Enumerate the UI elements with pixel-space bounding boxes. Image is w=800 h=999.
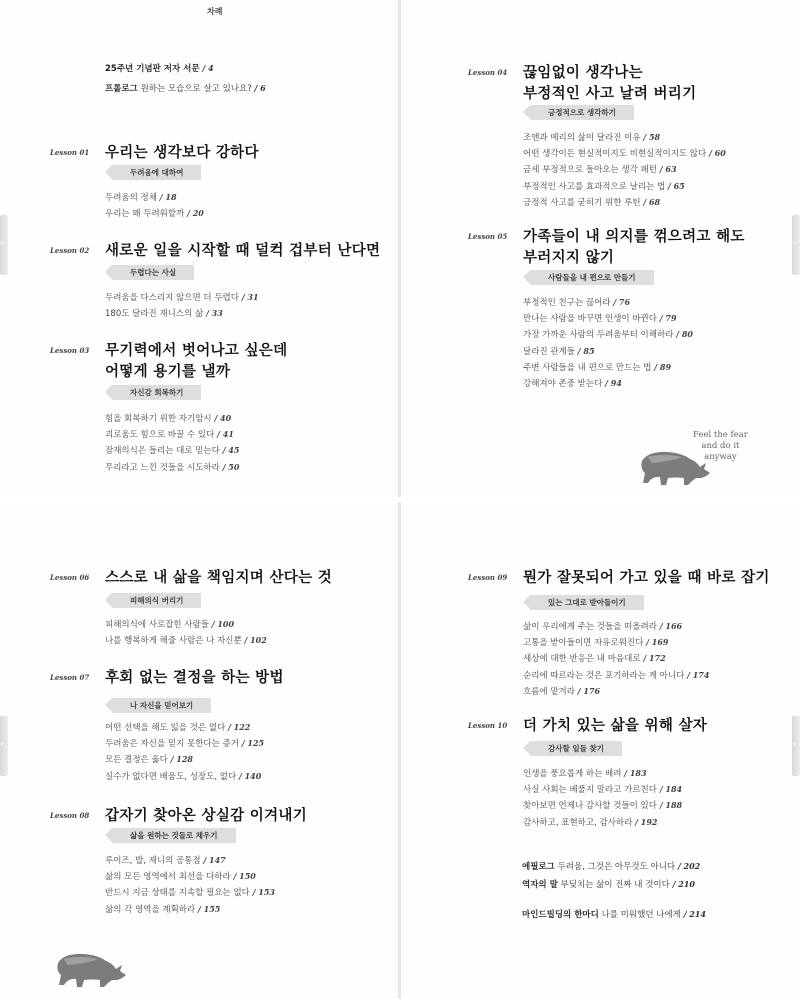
toc-entry[interactable] — [523, 619, 709, 635]
toc-entry[interactable] — [523, 179, 726, 195]
chevron-left-icon: ‹ — [0, 239, 4, 249]
toc-entry[interactable] — [523, 815, 682, 831]
lesson-tag: 긍정적으로 생각하기 — [530, 105, 634, 120]
entry-title: 순리에 따르라는 것은 포기하라는 게 아니다 — [523, 670, 685, 681]
next-page-button[interactable] — [792, 716, 800, 776]
entry-title: 모든 결정은 옳다 — [105, 755, 168, 766]
page-number: / 20 — [187, 208, 204, 219]
page-number: / 33 — [205, 308, 223, 319]
entry-title: 감사하고, 표현하고, 감사하라 — [523, 817, 633, 828]
lesson-number: Lesson 06 — [50, 573, 90, 582]
rhino-illustration — [638, 447, 712, 487]
entry-title: 무리라고 느낀 것들을 시도하라 — [105, 462, 220, 473]
page-number: / 122 — [227, 722, 251, 732]
lesson-number: Lesson 05 — [468, 232, 508, 241]
front-matter-item[interactable] — [105, 82, 266, 94]
back-matter-item[interactable] — [522, 878, 695, 890]
back-text: 두려움, 그것은 아무것도 아니다 — [557, 862, 676, 872]
lesson-title[interactable]: 더 가치 있는 삶을 위해 살자 — [523, 718, 708, 734]
toc-entry[interactable] — [105, 902, 275, 918]
page-number: / 4 — [202, 63, 214, 73]
page-number: / 45 — [222, 445, 240, 456]
page-number: / 41 — [217, 429, 234, 440]
entry-title: 피해의식에 사로잡힌 사람들 — [105, 620, 209, 630]
lesson-tag: 두려움에 대하여 — [112, 165, 201, 180]
lesson-title[interactable]: 뭔가 잘못되어 가고 있을 때 바로 잡기 — [523, 570, 770, 586]
entry-title: 사실 사회는 베풀지 말라고 가르친다 — [523, 785, 657, 796]
lesson-items — [523, 295, 693, 392]
lesson-items — [105, 411, 239, 476]
page-number: / 125 — [241, 738, 265, 749]
entry-title: 괴로움도 힘으로 바꿀 수 있다 — [105, 430, 215, 441]
toc-entry[interactable] — [105, 633, 267, 649]
back-matter-item[interactable] — [522, 908, 706, 920]
entry-title: 삶이 우리에게 주는 것들을 떠올려라 — [523, 622, 657, 632]
page-number: / 147 — [203, 855, 226, 865]
entry-title: 실수가 없다면 배움도, 성장도, 없다 — [105, 771, 237, 782]
lesson-items — [105, 190, 204, 222]
motto-text: Feel the fear and do it anyway — [693, 430, 748, 462]
toc-entry[interactable] — [523, 311, 693, 327]
lesson-tag: 두렵다는 사실 — [112, 265, 194, 280]
entry-title: 긍정적 사고를 굳히기 위한 루틴 — [523, 197, 641, 208]
page-number: / 76 — [613, 297, 631, 307]
toc-entry[interactable] — [523, 295, 693, 311]
lesson-title[interactable]: 끊임없이 생각나는 부정적인 사고 날려 버리기 — [523, 65, 697, 102]
rhino-illustration — [54, 948, 128, 990]
toc-entry[interactable] — [105, 617, 267, 633]
page-number: / 94 — [605, 378, 622, 389]
toc-entry[interactable] — [105, 853, 275, 869]
toc-entry[interactable] — [523, 651, 709, 667]
page-number: / 128 — [170, 754, 193, 765]
toc-entry[interactable] — [105, 427, 239, 443]
page-number: / 214 — [683, 909, 706, 919]
page-number: / 18 — [159, 192, 177, 202]
entry-title: 힘을 회복하기 위한 자기암시 — [105, 414, 212, 424]
lesson-number: Lesson 03 — [50, 346, 90, 355]
chevron-right-icon: › — [793, 740, 797, 750]
lesson-items — [523, 766, 682, 831]
lesson-items — [105, 290, 259, 322]
page-number: / 176 — [577, 685, 601, 696]
page-number: / 166 — [659, 621, 683, 631]
page-number: / 63 — [659, 164, 677, 175]
lesson-number: Lesson 04 — [468, 68, 508, 77]
toc-entry[interactable] — [523, 635, 709, 651]
entry-title: 인생을 풍요롭게 하는 배려 — [523, 769, 622, 779]
page-number: / 155 — [197, 903, 221, 914]
toc-entry[interactable] — [105, 885, 275, 901]
entry-title: 루이즈, 밥, 제니의 공통점 — [105, 856, 201, 866]
entry-title: 180도 달라진 재니스의 삶 — [105, 309, 204, 320]
lesson-tag: 사람들을 내 편으로 만들기 — [530, 270, 654, 285]
toc-entry[interactable] — [105, 869, 275, 885]
toc-entry[interactable] — [105, 190, 204, 206]
lesson-tag: 삶을 원하는 것들로 채우기 — [112, 828, 236, 843]
entry-title: 주변 사람들을 내 편으로 만드는 법 — [523, 362, 652, 373]
entry-title: 흐름에 맡겨라 — [523, 686, 575, 697]
toc-entry[interactable] — [523, 668, 709, 684]
front-matter-item[interactable] — [105, 62, 214, 74]
page-number: / 65 — [667, 180, 685, 191]
lesson-number: Lesson 02 — [50, 246, 90, 255]
back-matter-item[interactable] — [522, 860, 700, 872]
page-number: / 68 — [643, 196, 661, 207]
toc-entry[interactable] — [105, 411, 239, 427]
entry-title: 강해져야 존중 받는다 — [523, 379, 603, 390]
entry-title: 가장 가까운 사람의 두려움부터 이해하라 — [523, 330, 674, 341]
lesson-tag: 피해의식 버리기 — [112, 593, 201, 608]
entry-title: 두려움은 자신을 믿지 못한다는 증거 — [105, 739, 239, 750]
toc-entry[interactable] — [105, 443, 239, 459]
entry-title: 잠재의식은 들리는 대로 믿는다 — [105, 446, 220, 457]
next-page-button[interactable] — [792, 215, 800, 275]
back-label: 역자의 말 — [522, 880, 558, 890]
page-number: / 40 — [214, 413, 232, 423]
toc-entry[interactable] — [523, 766, 682, 782]
entry-title: 금세 부정적으로 돌아오는 생각 패턴 — [523, 165, 657, 176]
toc-entry[interactable] — [523, 360, 693, 376]
page-divider — [398, 0, 401, 497]
entry-title: 두려움을 다스리지 않으면 더 두렵다 — [105, 293, 239, 303]
page-number: / 31 — [241, 292, 259, 302]
lesson-items — [105, 853, 275, 918]
page-number: / 183 — [624, 768, 647, 778]
toc-entry[interactable] — [523, 146, 726, 162]
lesson-items — [105, 617, 267, 649]
entry-title: 두려움의 정체 — [105, 193, 157, 203]
page-number: / 50 — [222, 461, 240, 472]
page-number: / 153 — [252, 887, 275, 898]
lesson-items — [105, 720, 264, 785]
page-number: / 172 — [643, 653, 666, 664]
entry-title: 어떤 선택을 해도 잃을 것은 없다 — [105, 723, 226, 733]
toc-entry[interactable] — [105, 460, 239, 476]
toc-entry[interactable] — [105, 769, 264, 785]
page-number: / 150 — [233, 871, 256, 882]
lesson-title[interactable]: 스스로 내 삶을 책임지며 산다는 것 — [105, 570, 333, 586]
front-label: 프롤로그 — [105, 84, 138, 94]
entry-title: 삶의 각 영역을 계획하라 — [105, 904, 196, 915]
page-number: / 58 — [643, 132, 661, 142]
entry-title: 우리는 왜 두려워할까 — [105, 209, 185, 220]
toc-entry[interactable] — [105, 736, 264, 752]
lesson-tag: 자신감 회복하기 — [112, 385, 201, 400]
entry-title: 찾아보면 언제나 감사할 것들이 있다 — [523, 801, 657, 812]
lesson-tag: 있는 그대로 받아들이기 — [530, 595, 644, 610]
page-number: / 169 — [646, 637, 669, 648]
entry-title: 달라진 관계들 — [523, 346, 575, 357]
entry-title: 삶의 모든 영역에서 최선을 다하라 — [105, 872, 231, 883]
toc-entry[interactable] — [523, 684, 709, 700]
entry-title: 조앤과 메리의 삶이 달라진 이유 — [523, 133, 641, 143]
page-number: / 202 — [677, 861, 701, 871]
entry-title: 어떤 생각이든 현실적이지도 비현실적이지도 않다 — [523, 149, 707, 160]
toc-entry[interactable] — [523, 327, 693, 343]
lesson-number: Lesson 07 — [50, 673, 90, 682]
entry-title: 고통을 받아들이면 자유로워진다 — [523, 638, 644, 649]
lesson-tag: 감사할 일들 찾기 — [530, 741, 622, 756]
lesson-items — [523, 619, 709, 700]
lesson-number: Lesson 08 — [50, 811, 90, 820]
back-text: 나를 미워했던 나에게 — [601, 910, 681, 920]
toc-entry[interactable] — [105, 306, 259, 322]
toc-entry[interactable] — [523, 798, 682, 814]
toc-entry[interactable] — [523, 130, 726, 146]
lesson-title[interactable]: 후회 없는 결정을 하는 방법 — [105, 670, 284, 686]
toc-entry[interactable] — [523, 344, 693, 360]
chevron-right-icon: › — [793, 239, 797, 249]
back-label: 마인드빌딩의 한마디 — [522, 910, 599, 920]
lesson-number: Lesson 09 — [468, 573, 508, 582]
entry-title: 반드시 지금 상태를 지속할 필요는 없다 — [105, 888, 250, 899]
prev-page-button[interactable] — [0, 215, 8, 275]
back-text: 부딪치는 삶이 진짜 내 것이다 — [560, 880, 670, 890]
entry-title: 부정적인 친구는 끊어라 — [523, 298, 611, 308]
page-number: / 184 — [659, 784, 683, 795]
front-label: 25주년 기념판 저자 서문 — [105, 64, 200, 74]
lesson-tag: 나 자신을 믿어보기 — [112, 698, 211, 713]
lesson-title[interactable]: 무기력에서 벗어나고 싶은데 어떻게 용기를 낼까 — [105, 343, 288, 380]
page-number: / 85 — [577, 345, 595, 356]
lesson-items — [523, 130, 726, 211]
lesson-title[interactable]: 가족들이 내 의지를 꺾으려고 해도 부러지지 않기 — [523, 229, 745, 266]
page-number: / 100 — [211, 619, 235, 629]
entry-title: 세상에 대한 반응은 내 마음대로 — [523, 654, 641, 665]
back-label: 에필로그 — [522, 862, 555, 872]
lesson-title[interactable]: 우리는 생각보다 강하다 — [105, 145, 259, 161]
page-number: / 89 — [654, 361, 672, 372]
toc-entry[interactable] — [105, 752, 264, 768]
page-number: / 140 — [238, 770, 262, 781]
page-number: / 6 — [254, 83, 266, 93]
toc-heading: 차례 — [207, 7, 223, 16]
page-number: / 210 — [672, 879, 695, 889]
toc-entry[interactable] — [105, 206, 204, 222]
toc-entry[interactable] — [105, 290, 259, 306]
page-number: / 192 — [635, 816, 658, 827]
page-number: / 80 — [676, 329, 693, 340]
entry-title: 나를 행복하게 해줄 사람은 나 자신뿐 — [105, 636, 242, 647]
front-text: 원하는 모습으로 살고 있나요? — [140, 84, 252, 94]
page-divider — [398, 502, 401, 999]
entry-title: 만나는 사람을 바꾸면 인생이 바뀐다 — [523, 314, 657, 325]
toc-entry[interactable] — [105, 720, 264, 736]
lesson-number: Lesson 01 — [50, 148, 90, 157]
toc-entry[interactable] — [523, 195, 726, 211]
page-number: / 188 — [659, 800, 683, 811]
toc-entry[interactable] — [523, 782, 682, 798]
lesson-title[interactable]: 갑자기 찾아온 상실감 이겨내기 — [105, 808, 308, 824]
chevron-left-icon: ‹ — [0, 740, 4, 750]
lesson-number: Lesson 10 — [468, 721, 508, 730]
page-number: / 102 — [244, 635, 267, 646]
page-number: / 60 — [708, 148, 726, 159]
page-number: / 174 — [687, 669, 710, 680]
lesson-title[interactable]: 새로운 일을 시작할 때 덜컥 겁부터 난다면 — [105, 243, 381, 259]
toc-entry[interactable] — [523, 376, 693, 392]
page-number: / 79 — [659, 313, 677, 324]
entry-title: 부정적인 사고를 효과적으로 날리는 법 — [523, 181, 666, 192]
toc-entry[interactable] — [523, 162, 726, 178]
prev-page-button[interactable] — [0, 716, 8, 776]
